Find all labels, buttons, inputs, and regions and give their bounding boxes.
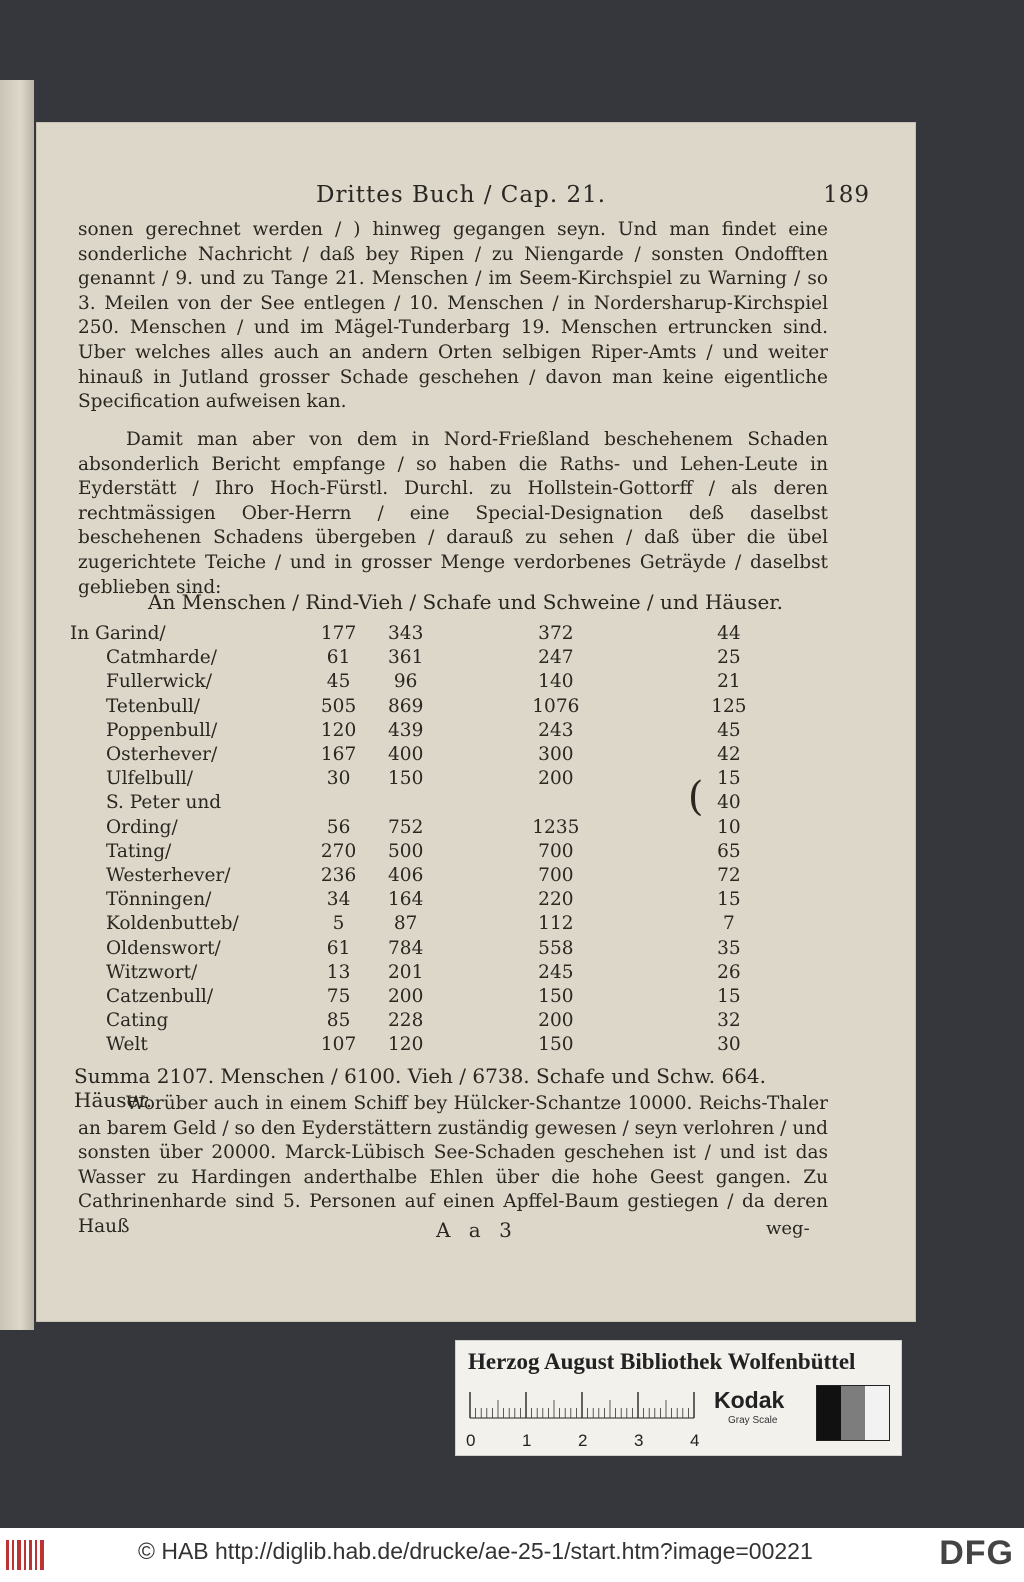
schafe-value: 247: [538, 647, 574, 669]
paragraph-1: sonen gerechnet werden / ) hinweg gegangen seyn. Und man findet eine sonderliche Nachricht / daß bey Ripen / zu Niengarde / sonsten Ondofften genannt / 9. und zu Tange 21. Menschen / im Seem-Kirchspiel zu Warning / so 3. Meilen von der See entlegen / 10. Menschen / in Nordersharup-Kirchspiel 250. Menschen / und im Mägel-Tunderbarg 19. Menschen ertruncken sind. Uber welches alles auch an andern Orten selbigen Riper-Amts / und weiter hinauß in Jutland grosser Schade geschehen / davon man keine eigentliche Specification aufweisen kan.: [78, 219, 828, 413]
vieh-value: 96: [393, 671, 418, 693]
place-name: Osterhever/: [106, 744, 218, 766]
place-name: Catzenbull/: [106, 986, 214, 1008]
table-row: [70, 816, 790, 840]
source-link[interactable]: © HAB http://diglib.hab.de/drucke/ae-25-1/start.htm?image=00221: [138, 1538, 813, 1564]
menschen-value: 56: [326, 816, 351, 838]
haeuser-value: 40 (: [687, 774, 741, 821]
vieh-value: 120: [388, 1034, 424, 1056]
schafe-value: 150: [538, 1034, 574, 1056]
schafe-value: 700: [538, 865, 574, 887]
table-row: [70, 695, 790, 719]
vieh-value: 361: [388, 647, 424, 669]
schafe-value: 243: [538, 719, 574, 741]
haeuser-value: 35: [717, 937, 741, 959]
haeuser-value: 44: [717, 623, 741, 644]
haeuser-value: 125: [711, 695, 747, 717]
barcode-icon: [6, 1540, 46, 1570]
schafe-value: 372: [538, 623, 574, 644]
vieh-value: [368, 791, 444, 815]
table-row: [70, 961, 790, 985]
gray-swatches: [816, 1385, 890, 1441]
haeuser-value: 7: [723, 913, 735, 935]
haeuser-value: 72: [717, 865, 741, 887]
haeuser-value: 10: [717, 816, 741, 838]
swatch-gray: [841, 1386, 865, 1440]
schafe-value: 150: [538, 986, 574, 1008]
table-row: [70, 1033, 790, 1057]
place-name: S. Peter und: [106, 792, 222, 814]
ruler-number: 1: [522, 1431, 532, 1450]
menschen-value: 177: [320, 623, 357, 644]
schafe-value: 112: [538, 913, 574, 935]
paragraph-3: Worüber auch in einem Schiff bey Hülcker-Schantze 10000. Reichs-Thaler an barem Geld / so den Eyderstättern zuständig gewesen / seyn verlohren / und sonsten über 20000. Marck-Lübisch See-Schaden geschehen ist / und ist das Wasser zu Hardingen anderthalbe Ehlen über die hohe Geest gangen. Zu Cathrinenharde sind 5. Personen auf einen Apffel-Baum gestiegen / da deren Hauß: [78, 1093, 828, 1237]
place-name: Witzwort/: [106, 961, 198, 983]
menschen-value: 61: [326, 647, 351, 669]
haeuser-value: 30: [717, 1034, 741, 1056]
schafe-value: 1235: [532, 816, 580, 838]
damage-table: [70, 622, 790, 1058]
ruler-ticks: [468, 1391, 696, 1419]
place-name: Tating/: [106, 840, 172, 862]
table-row: [70, 719, 790, 743]
footer-bar: [0, 1528, 1024, 1582]
schafe-value: 700: [538, 840, 574, 862]
vieh-value: 228: [388, 1010, 424, 1032]
haeuser-value: 42: [717, 744, 741, 766]
ruler-number: 2: [578, 1431, 588, 1450]
place-name: Oldenswort/: [106, 937, 221, 959]
table-row: [70, 646, 790, 670]
table-row: [70, 985, 790, 1009]
color-card: [455, 1340, 902, 1456]
ruler-number: 3: [634, 1431, 644, 1450]
menschen-value: 13: [326, 961, 351, 983]
place-name: Catmharde/: [106, 647, 217, 669]
place-name: Welt: [106, 1034, 148, 1056]
haeuser-value: 32: [717, 1010, 741, 1032]
ruler-number: 4: [690, 1431, 700, 1450]
table-row: [70, 622, 790, 646]
table-row: [70, 912, 790, 936]
menschen-value: 107: [320, 1034, 357, 1056]
menschen-value: 167: [320, 744, 357, 766]
haeuser-value: 21: [717, 671, 741, 693]
schafe-value: 300: [538, 744, 574, 766]
table-row: [70, 840, 790, 864]
schafe-value: 200: [538, 1010, 574, 1032]
running-head-title: Drittes Buch / Cap. 21.: [316, 182, 607, 208]
schafe-value: 558: [538, 937, 574, 959]
table-row: [70, 767, 790, 791]
haeuser-value: 15: [717, 768, 741, 790]
table-row: [70, 670, 790, 694]
place-name: Koldenbutteb/: [106, 913, 239, 935]
dfg-logo: DFG: [939, 1534, 1014, 1572]
schafe-value: [444, 791, 668, 815]
brace-mark: (: [687, 774, 704, 821]
place-name: Tetenbull/: [106, 695, 200, 717]
haeuser-value: 65: [717, 840, 741, 862]
vieh-value: 869: [388, 695, 424, 717]
swatch-white: [865, 1386, 889, 1440]
menschen-value: 270: [320, 840, 357, 862]
menschen-value: 5: [332, 913, 345, 935]
schafe-value: 140: [538, 671, 574, 693]
menschen-value: 30: [326, 768, 351, 790]
haeuser-value: 15: [717, 986, 741, 1008]
swatch-black: [817, 1386, 841, 1440]
book-page: [36, 122, 916, 1322]
menschen-value: 85: [326, 1010, 351, 1032]
place-name: Ording/: [106, 816, 178, 838]
place-name: In Garind/: [70, 623, 166, 644]
place-name: Westerhever/: [106, 865, 231, 887]
vieh-value: 406: [388, 865, 424, 887]
table-row: [70, 743, 790, 767]
table-row: [70, 791, 790, 815]
vieh-value: 150: [388, 768, 424, 790]
menschen-value: 75: [326, 986, 351, 1008]
table-row: [70, 1009, 790, 1033]
vieh-value: 164: [388, 889, 424, 911]
place-name: Cating: [106, 1010, 169, 1032]
vieh-value: 400: [388, 744, 424, 766]
vieh-value: 200: [388, 986, 424, 1008]
scale-ruler: [468, 1391, 698, 1451]
kodak-brand: Kodak: [714, 1387, 785, 1413]
place-name: Ulfelbull/: [106, 768, 194, 790]
table-row: [70, 937, 790, 961]
menschen-value: 236: [320, 865, 357, 887]
place-name: Poppenbull/: [106, 719, 218, 741]
place-name: Fullerwick/: [106, 671, 212, 693]
vieh-value: 752: [388, 816, 424, 838]
haeuser-value: 25: [717, 647, 741, 669]
vieh-value: 87: [393, 913, 418, 935]
menschen-value: 61: [326, 937, 351, 959]
menschen-value: 34: [326, 889, 351, 911]
paragraph-2: Damit man aber von dem in Nord-Frießland beschehenem Schaden absonderlich Bericht empfange / so haben die Raths- und Lehen-Leute in Eyderstätt / Ihro Hoch-Fürstl. Durchl. zu Hollstein-Gottorff / als deren rechtmässigen Ober-Herrn / eine Special-Designation deß daselbst beschehenen Schadens übergeben / darauß zu sehen / daß über die übel zugerichtete Teiche / und in grosser Menge verdorbenes Geträyde / daselbst geblieben sind:: [78, 429, 828, 598]
library-label: Herzog August Bibliothek Wolfenbüttel: [468, 1349, 856, 1374]
vieh-value: 500: [388, 840, 424, 862]
gray-scale-label: Gray Scale: [728, 1415, 778, 1426]
signature-mark: A a 3: [436, 1218, 518, 1242]
schafe-value: 220: [538, 889, 574, 911]
vieh-value: 343: [388, 623, 424, 644]
summa-line: Summa 2107. Menschen / 6100. Vieh / 6738. Schafe und Schw. 664. Häuser.: [74, 1064, 767, 1112]
vieh-value: 784: [388, 937, 424, 959]
haeuser-value: 15: [717, 889, 741, 911]
table-heading: An Menschen / Rind-Vieh / Schafe und Schweine / und Häuser.: [148, 590, 784, 614]
table-row: [70, 864, 790, 888]
vieh-value: 439: [388, 719, 424, 741]
menschen-value: 120: [320, 719, 357, 741]
schafe-value: 200: [538, 768, 574, 790]
ruler-number: 0: [466, 1431, 476, 1450]
schafe-value: 245: [538, 961, 574, 983]
haeuser-value: 45: [717, 719, 741, 741]
haeuser-value: 26: [717, 961, 741, 983]
page-number: 189: [823, 182, 870, 208]
schafe-value: 1076: [532, 695, 580, 717]
menschen-value: [310, 791, 368, 815]
menschen-value: 505: [320, 695, 357, 717]
table-row: [70, 888, 790, 912]
adjacent-page-edge: [0, 80, 34, 1330]
menschen-value: 45: [326, 671, 351, 693]
catchword: weg-: [766, 1218, 810, 1239]
vieh-value: 201: [388, 961, 424, 983]
place-name: Tönningen/: [106, 889, 212, 911]
